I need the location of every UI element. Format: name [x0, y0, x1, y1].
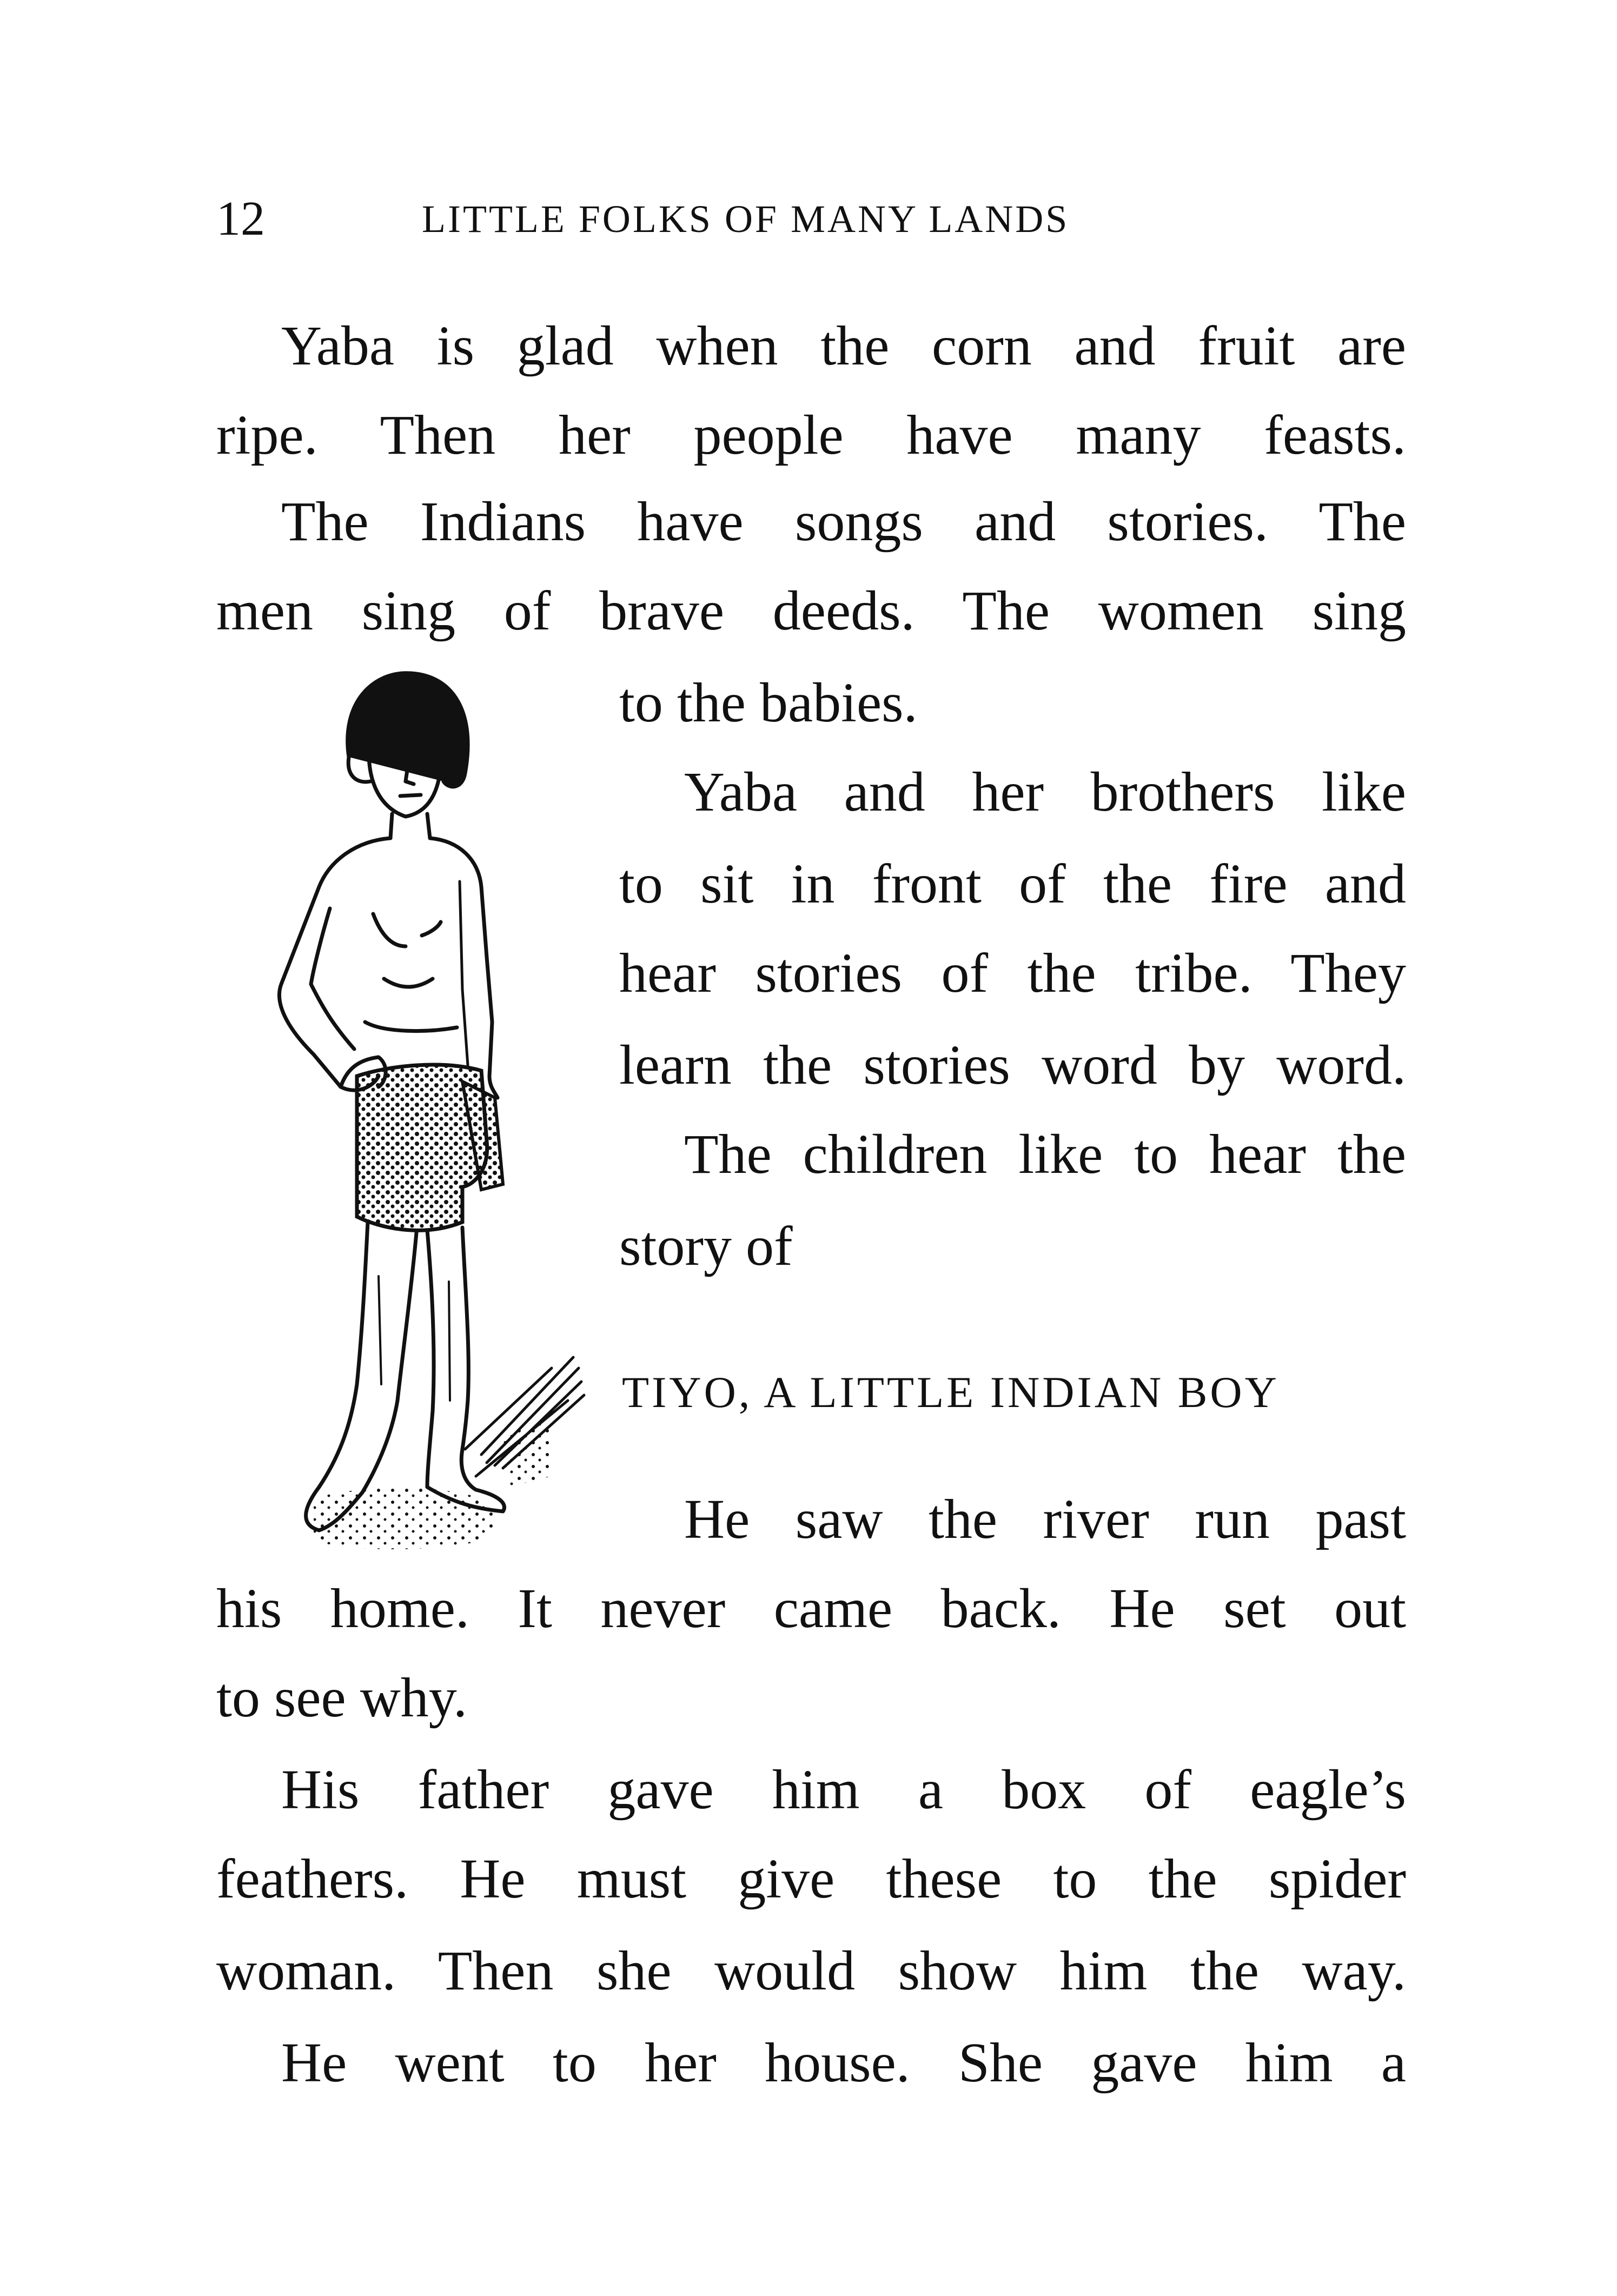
text-line: learn the stories word by word.	[619, 1034, 1406, 1096]
text-line: He saw the river run past	[684, 1488, 1406, 1550]
text-line: His father gave him a box of eagle’s	[281, 1759, 1406, 1821]
page-number: 12	[216, 192, 265, 245]
text-line: hear stories of the tribe. They	[619, 942, 1406, 1004]
text-line: men sing of brave deeds. The women sing	[216, 580, 1406, 642]
illustration-indian-boy	[249, 654, 606, 1574]
section-heading: TIYO, A LITTLE INDIAN BOY	[622, 1368, 1280, 1417]
text-line: feathers. He must give these to the spider	[216, 1848, 1406, 1910]
text-line: Yaba is glad when the corn and fruit are	[281, 315, 1406, 377]
text-line: The children like to hear the	[684, 1123, 1406, 1185]
text-line: Yaba and her brothers like	[684, 761, 1406, 823]
running-title: LITTLE FOLKS OF MANY LANDS	[422, 197, 1070, 241]
text-line: woman. Then she would show him the way.	[216, 1940, 1406, 2002]
text-line: to the babies.	[619, 672, 918, 734]
text-line: The Indians have songs and stories. The	[281, 490, 1406, 553]
text-line: to sit in front of the fire and	[619, 853, 1406, 915]
text-line: story of	[619, 1215, 793, 1277]
running-header	[216, 178, 1406, 260]
text-line: his home. It never came back. He set out	[216, 1577, 1406, 1640]
text-line: He went to her house. She gave him a	[281, 2032, 1406, 2094]
text-line: to see why.	[216, 1667, 468, 1729]
text-line: ripe. Then her people have many feasts.	[216, 404, 1406, 466]
